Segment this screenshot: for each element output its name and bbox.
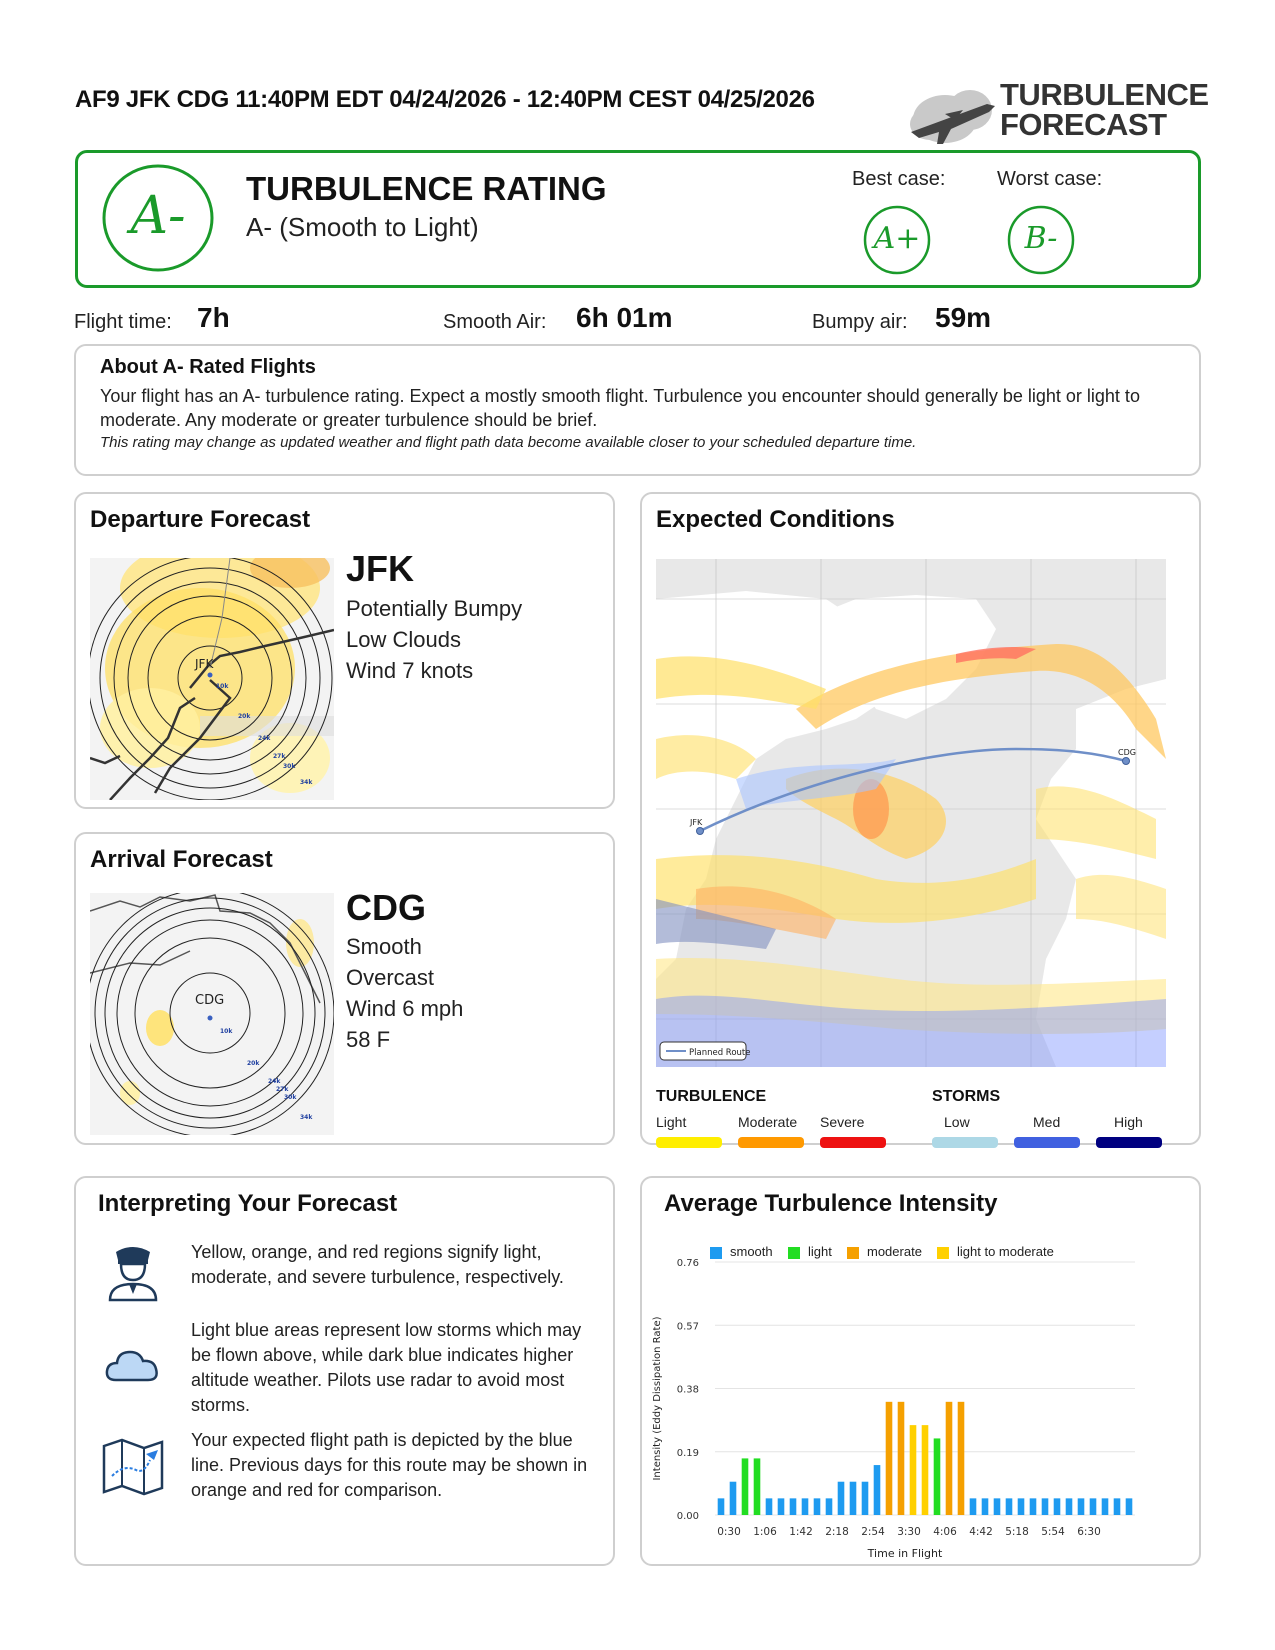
chart-bar	[862, 1482, 869, 1515]
departure-map-label: JFK	[195, 657, 214, 671]
chart-legend-smooth: smooth	[730, 1244, 773, 1259]
route-weather-map	[656, 559, 1166, 1067]
worst-case-label: Worst case:	[997, 168, 1103, 190]
smooth-air-value: 6h 01m	[576, 302, 673, 333]
chart-x-tick: 5:18	[1005, 1526, 1029, 1538]
chart-bar	[946, 1402, 953, 1515]
legend-low-label: Low	[944, 1114, 970, 1130]
chart-bar	[994, 1498, 1001, 1515]
chart-legend-light: light	[808, 1244, 832, 1259]
chart-y-tick: 0.19	[676, 1447, 699, 1459]
chart-bar	[1078, 1498, 1085, 1515]
chart-x-tick: 1:42	[789, 1526, 813, 1538]
legend-severe-swatch	[820, 1137, 886, 1148]
map-origin-label: JFK	[690, 818, 703, 827]
chart-bar	[826, 1498, 833, 1515]
chart-legend-light-moderate: light to moderate	[957, 1244, 1054, 1259]
legend-severe-label: Severe	[820, 1114, 865, 1130]
chart-bar	[1018, 1498, 1025, 1515]
chart-bar	[1066, 1498, 1073, 1515]
chart-bar	[1030, 1498, 1037, 1515]
cloud-plane-icon	[905, 74, 1015, 150]
rating-grade-badge	[100, 162, 216, 274]
about-title: About A- Rated Flights	[100, 356, 316, 378]
arrival-line-1: Smooth	[346, 934, 422, 959]
legend-moderate-label: Moderate	[738, 1114, 798, 1130]
ring-label: 30k	[284, 1094, 297, 1101]
pilot-icon	[102, 1240, 164, 1302]
departure-line-1: Potentially Bumpy	[346, 596, 523, 621]
chart-bar	[898, 1402, 905, 1515]
departure-line-2: Low Clouds	[346, 627, 461, 652]
chart-bar	[742, 1458, 749, 1515]
flight-header: AF9 JFK CDG 11:40PM EDT 04/24/2026 - 12:40PM CEST 04/25/2026	[75, 86, 815, 113]
chart-x-tick: 1:06	[753, 1526, 777, 1538]
chart-x-tick: 4:06	[933, 1526, 957, 1538]
chart-bar	[790, 1498, 797, 1515]
bumpy-air-value: 59m	[935, 302, 992, 333]
chart-bar	[766, 1498, 773, 1515]
map-route-icon	[102, 1436, 164, 1498]
best-case-badge	[862, 205, 932, 275]
ring-label: 20k	[238, 713, 251, 720]
legend-med-label: Med	[1033, 1114, 1061, 1130]
map-dest-label: CDG	[1118, 748, 1136, 757]
chart-bar	[778, 1498, 785, 1515]
chart-y-tick: 0.00	[676, 1511, 699, 1522]
chart-x-tick: 5:54	[1041, 1526, 1065, 1538]
chart-bar	[982, 1498, 989, 1515]
turbulence-intensity-chart	[640, 1250, 1201, 1560]
chart-legend-moderate: moderate	[867, 1244, 922, 1259]
legend-med-swatch	[1014, 1137, 1080, 1148]
chart-bar	[814, 1498, 821, 1515]
chart-x-tick: 6:30	[1077, 1526, 1101, 1538]
arrival-radar-map	[90, 893, 334, 1135]
chart-x-tick: 4:42	[969, 1526, 993, 1538]
interp-text-1: Yellow, orange, and red regions signify light, moderate, and severe turbulence, respectively.	[191, 1242, 564, 1287]
chart-x-tick: 3:30	[897, 1526, 921, 1538]
chart-y-tick: 0.76	[676, 1258, 699, 1269]
departure-line-3: Wind 7 knots	[346, 658, 474, 683]
chart-bar	[1102, 1498, 1109, 1515]
best-case-label: Best case:	[852, 168, 946, 190]
chart-y-tick: 0.38	[676, 1384, 699, 1396]
arrival-line-2: Overcast	[346, 965, 435, 990]
best-case-grade: A+	[873, 221, 921, 256]
departure-radar-map	[90, 558, 334, 800]
chart-bar	[970, 1498, 977, 1515]
chart-bar	[886, 1402, 893, 1515]
expected-conditions-title: Expected Conditions	[656, 506, 895, 533]
about-note: This rating may change as updated weather and flight path data become available closer to your scheduled departure time.	[100, 434, 917, 451]
chart-bar	[1126, 1498, 1133, 1515]
chart-bar	[874, 1465, 881, 1515]
logo-line-1: TURBULENCE	[1000, 77, 1209, 112]
about-text: Your flight has an A- turbulence rating. Expect a mostly smooth flight. Turbulence you encounter should generally be light or light to moderate. Any moderate or greater turbulence should be brief.	[100, 386, 1140, 430]
ring-label: 34k	[300, 1114, 313, 1121]
ring-label: 27k	[273, 753, 286, 760]
legend-light-label: Light	[656, 1114, 687, 1130]
ring-label: 27k	[276, 1086, 289, 1093]
arrival-map-label: CDG	[195, 993, 225, 1008]
departure-code: JFK	[346, 548, 415, 589]
ring-label: 20k	[247, 1060, 260, 1067]
chart-y-tick: 0.57	[676, 1321, 699, 1333]
arrival-line-4: 58 F	[346, 1027, 391, 1052]
chart-x-tick: 2:18	[825, 1526, 849, 1538]
chart-bar	[1006, 1498, 1013, 1515]
worst-case-grade: B-	[1024, 221, 1058, 256]
interp-text-2: Light blue areas represent low storms which may be flown above, while dark blue indicates higher altitude weather. Pilots use radar to avoid most storms.	[191, 1320, 582, 1415]
legend-high-swatch	[1096, 1137, 1162, 1148]
chart-bar	[1054, 1498, 1061, 1515]
chart-title: Average Turbulence Intensity	[664, 1190, 998, 1217]
legend-low-swatch	[932, 1137, 998, 1148]
ring-label: 10k	[220, 1028, 233, 1035]
ring-label: 24k	[258, 735, 271, 742]
legend-moderate-swatch	[738, 1137, 804, 1148]
chart-bar	[718, 1498, 725, 1515]
storms-legend-heading: STORMS	[932, 1088, 1001, 1105]
cloud-icon	[102, 1336, 164, 1398]
chart-bar	[1042, 1498, 1049, 1515]
rating-heading: TURBULENCE RATING	[246, 170, 607, 207]
chart-bar	[730, 1482, 737, 1515]
chart-x-tick: 2:54	[861, 1526, 885, 1538]
flight-time-label: Flight time:	[74, 311, 172, 333]
chart-x-label: Time in Flight	[867, 1547, 943, 1560]
flight-time-value: 7h	[197, 302, 230, 333]
chart-x-tick: 0:30	[717, 1526, 741, 1538]
chart-bar	[802, 1498, 809, 1515]
rating-description: A- (Smooth to Light)	[246, 212, 479, 242]
legend-high-label: High	[1114, 1114, 1143, 1130]
chart-bar	[910, 1425, 917, 1515]
logo-line-2: FORECAST	[1000, 107, 1167, 142]
turbulence-legend-heading: TURBULENCE	[656, 1088, 767, 1105]
chart-bar	[1090, 1498, 1097, 1515]
ring-label: 30k	[283, 763, 296, 770]
rating-grade: A-	[130, 186, 186, 246]
interpreting-title: Interpreting Your Forecast	[98, 1190, 398, 1217]
chart-bar	[754, 1458, 761, 1515]
turbulence-forecast-logo	[905, 74, 1209, 150]
bumpy-air-label: Bumpy air:	[812, 311, 908, 333]
smooth-air-label: Smooth Air:	[443, 311, 547, 333]
arrival-code: CDG	[346, 887, 426, 928]
worst-case-badge	[1006, 205, 1076, 275]
interp-text-3: Your expected flight path is depicted by the blue line. Previous days for this route may be shown in orange and red for comparison.	[191, 1430, 588, 1500]
arrival-line-3: Wind 6 mph	[346, 996, 464, 1021]
chart-bar	[958, 1402, 965, 1515]
chart-bar	[838, 1482, 845, 1515]
chart-bar	[1114, 1498, 1121, 1515]
chart-bar	[850, 1482, 857, 1515]
planned-route-legend: Planned Route	[689, 1048, 751, 1058]
departure-title: Departure Forecast	[90, 506, 311, 533]
chart-bar	[922, 1425, 929, 1515]
ring-label: 24k	[268, 1078, 281, 1085]
chart-y-label: Intensity (Eddy Dissipation Rate)	[652, 1316, 663, 1481]
legend-light-swatch	[656, 1137, 722, 1148]
arrival-title: Arrival Forecast	[90, 846, 273, 873]
ring-label: 10k	[216, 683, 229, 690]
chart-bar	[934, 1438, 941, 1515]
ring-label: 34k	[300, 779, 313, 786]
